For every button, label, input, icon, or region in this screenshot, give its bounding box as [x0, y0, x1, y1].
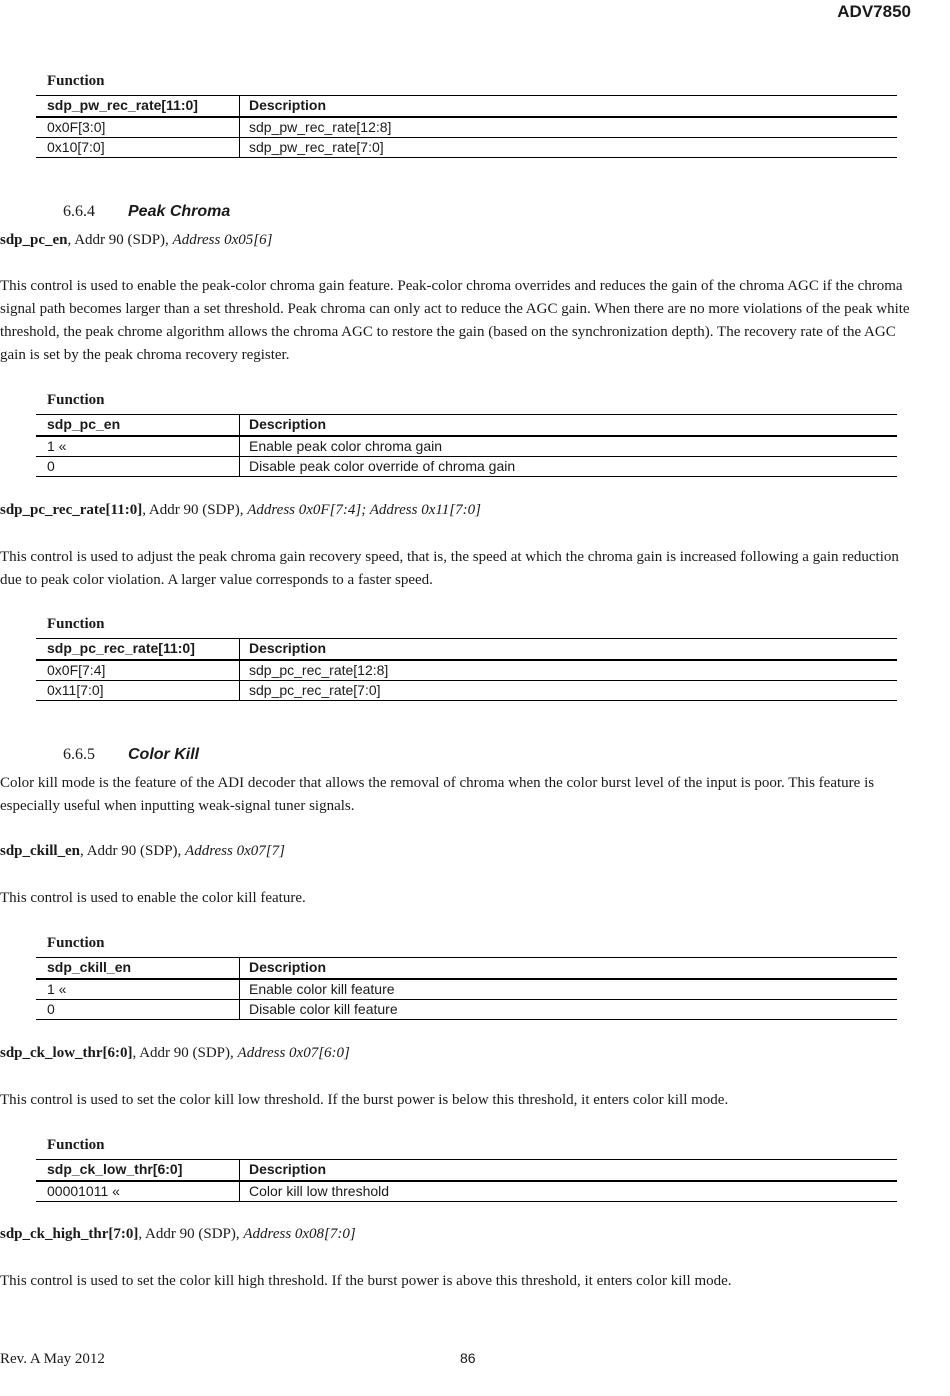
register-sdp-pc-en: sdp_pc_en, Addr 90 (SDP), Address 0x05[6] — [0, 232, 273, 248]
register-sdp-pc-rec-rate: sdp_pc_rec_rate[11:0], Addr 90 (SDP), Address 0x0F[7:4]; Address 0x11[7:0] — [0, 502, 481, 518]
section-title: Peak Chroma — [128, 203, 231, 220]
table-function-label: Function — [47, 935, 105, 951]
table-row — [36, 1182, 897, 1202]
table-cell: sdp_pw_rec_rate[7:0] — [249, 139, 384, 155]
header-cell: sdp_pw_rec_rate[11:0] — [47, 97, 198, 113]
table-row — [36, 661, 897, 681]
section-number: 6.6.5 — [63, 746, 95, 763]
table-row — [36, 457, 897, 477]
table-function-label: Function — [47, 1137, 105, 1153]
header-cell: sdp_ckill_en — [47, 959, 132, 975]
register-name: sdp_pc_rec_rate[11:0] — [0, 502, 143, 518]
table-row — [36, 1000, 897, 1020]
register-name: sdp_pc_en — [0, 232, 68, 248]
table-sdp-pc-en — [36, 392, 897, 477]
table-cell: 0x0F[7:4] — [47, 662, 106, 678]
header-cell: Description — [249, 640, 327, 656]
header-cell: sdp_ck_low_thr[6:0] — [47, 1161, 183, 1177]
table-cell: 0 — [47, 458, 55, 474]
table-row — [36, 980, 897, 1000]
table-cell: Disable peak color override of chroma gain — [249, 458, 516, 474]
paragraph-ck-low-thr: This control is used to set the color kill low threshold. If the burst power is below this threshold, it enters color kill mode. — [0, 1092, 729, 1108]
paragraph-color-kill: Color kill mode is the feature of the ADI decoder that allows the removal of chroma when the color burst level of the input is poor. This feature is especially useful when inputting weak-signal tuner signals. — [0, 775, 875, 814]
table-cell: 0 — [47, 1001, 55, 1017]
table-header-row — [36, 639, 897, 659]
header-title: ADV7850 — [837, 2, 911, 21]
register-address: Address 0x05[6] — [172, 232, 273, 248]
register-name: sdp_ck_low_thr[6:0] — [0, 1045, 133, 1061]
section-title: Color Kill — [128, 746, 200, 763]
header-cell: sdp_pc_rec_rate[11:0] — [47, 640, 195, 656]
section-heading-color-kill — [63, 746, 200, 764]
table-cell: Enable color kill feature — [249, 981, 395, 997]
table-cell: 1 « — [47, 438, 67, 454]
header-cell: Description — [249, 959, 327, 975]
register-address: Address 0x07[6:0] — [237, 1045, 350, 1061]
paragraph-pc-rec-rate: This control is used to adjust the peak chroma gain recovery speed, that is, the speed at which the chroma gain is increased following a gain reduction due to peak color violation. A larger value corresponds to a faster speed. — [0, 549, 899, 588]
header-cell: sdp_pc_en — [47, 416, 121, 432]
table-header-row — [36, 1160, 897, 1180]
table-function-label: Function — [47, 73, 105, 89]
table-header-row — [36, 415, 897, 435]
table-cell: 1 « — [47, 981, 67, 997]
table-function-label: Function — [47, 392, 105, 408]
table-function-label: Function — [47, 616, 105, 632]
register-address: Address 0x08[7:0] — [243, 1226, 356, 1242]
table-cell: Color kill low threshold — [249, 1183, 390, 1199]
table-sdp-ck-low-thr — [36, 1137, 897, 1202]
paragraph-ckill-en: This control is used to enable the color kill feature. — [0, 890, 306, 906]
paragraph-ck-high-thr: This control is used to set the color kill high threshold. If the burst power is above this threshold, it enters color kill mode. — [0, 1273, 732, 1289]
table-cell: sdp_pc_rec_rate[12:8] — [249, 662, 389, 678]
footer-revision: Rev. A May 2012 — [0, 1351, 105, 1367]
table-cell: 00001011 « — [47, 1183, 120, 1199]
section-number: 6.6.4 — [63, 203, 95, 220]
header-cell: Description — [249, 416, 327, 432]
register-name: sdp_ckill_en — [0, 843, 81, 859]
register-address: Address 0x0F[7:4]; Address 0x11[7:0] — [247, 502, 481, 518]
paragraph-pc-en: This control is used to enable the peak-color chroma gain feature. Peak-color chroma overrides and reduces the gain of the chroma AGC if the chroma signal path becomes larger than a set threshold. Peak chroma can only act to reduce the AGC gain. When there are no more violations of the peak white threshold, the peak chrome algorithm allows the chroma AGC to restore the gain (based on the synchronization depth). The recovery rate of the AGC gain is set by the peak chroma recovery register. — [0, 278, 910, 363]
register-address: Address 0x07[7] — [185, 843, 285, 859]
header-cell: Description — [249, 1161, 327, 1177]
table-row — [36, 118, 897, 138]
register-name: sdp_ck_high_thr[7:0] — [0, 1226, 139, 1242]
register-sdp-ckill-en: sdp_ckill_en, Addr 90 (SDP), Address 0x07[7] — [0, 843, 285, 859]
table-header-row — [36, 958, 897, 978]
table-cell: sdp_pc_rec_rate[7:0] — [249, 682, 381, 698]
table-sdp-pw-rec-rate — [36, 73, 897, 158]
table-row — [36, 437, 897, 457]
table-cell: Disable color kill feature — [249, 1001, 398, 1017]
table-header-row — [36, 96, 897, 116]
register-sdp-ck-high-thr: sdp_ck_high_thr[7:0], Addr 90 (SDP), Address 0x08[7:0] — [0, 1226, 356, 1242]
register-sdp-ck-low-thr: sdp_ck_low_thr[6:0], Addr 90 (SDP), Address 0x07[6:0] — [0, 1045, 350, 1061]
table-row — [36, 138, 897, 158]
table-cell: Enable peak color chroma gain — [249, 438, 443, 454]
table-cell: 0x0F[3:0] — [47, 119, 106, 135]
table-cell: 0x10[7:0] — [47, 139, 105, 155]
header-cell: Description — [249, 97, 327, 113]
table-sdp-ckill-en — [36, 935, 897, 1020]
section-heading-peak-chroma — [63, 203, 231, 221]
footer-page-number: 86 — [460, 1350, 476, 1366]
table-row — [36, 681, 897, 701]
table-cell: 0x11[7:0] — [47, 682, 104, 698]
table-cell: sdp_pw_rec_rate[12:8] — [249, 119, 392, 135]
table-sdp-pc-rec-rate — [36, 616, 897, 701]
